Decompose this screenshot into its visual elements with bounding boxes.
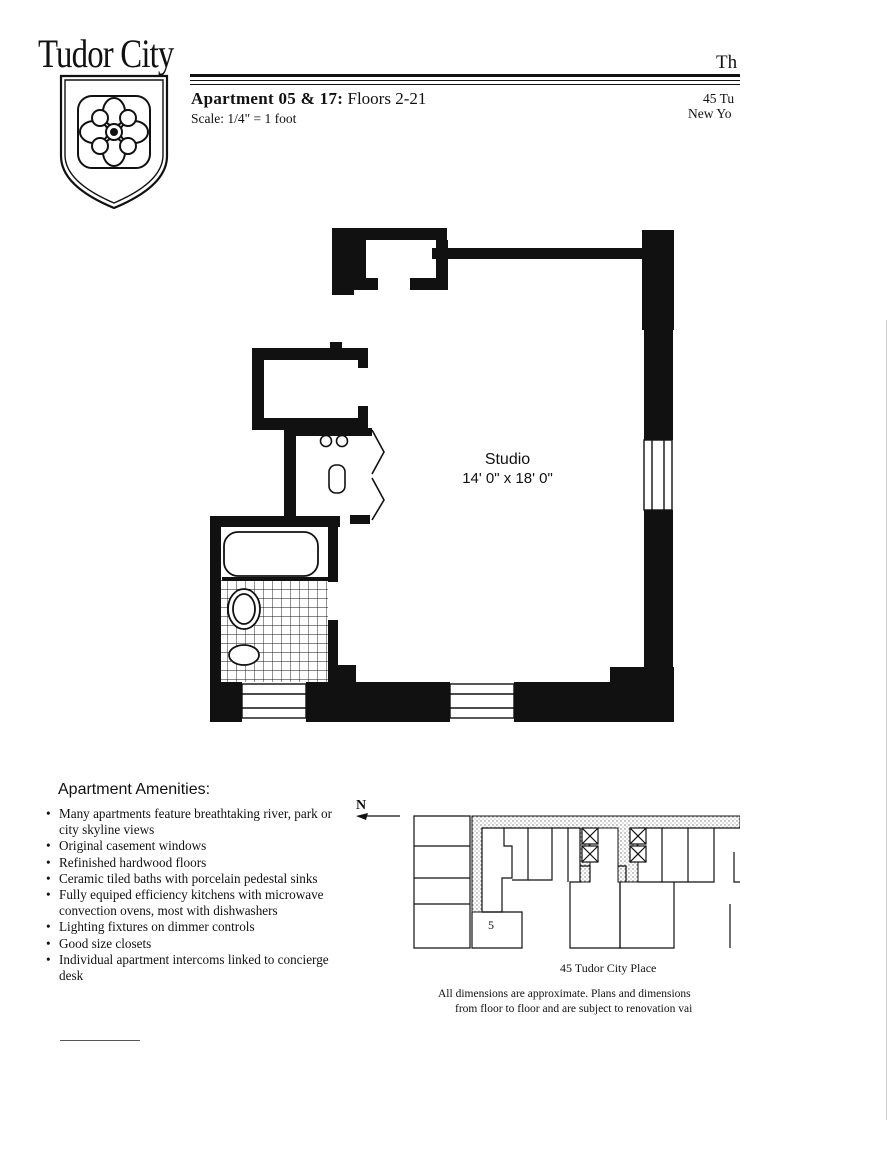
disclaimer-line-2: from floor to floor and are subject to renovation vai	[455, 1003, 693, 1015]
north-arrow-icon	[352, 812, 402, 824]
north-label: N	[356, 798, 367, 813]
building-number: 5	[488, 918, 494, 932]
list-item: • Original casement windows	[44, 838, 344, 854]
disclaimer-line-1: All dimensions are approximate. Plans and dimensions	[438, 988, 691, 1000]
apartment-floors: Floors 2-21	[347, 89, 427, 108]
site-plan-caption: 45 Tudor City Place	[560, 961, 657, 975]
room-dimensions: 14' 0" x 18' 0"	[462, 470, 553, 487]
list-item: • Individual apartment intercoms linked to concierge desk	[44, 952, 344, 984]
rose-crest-icon	[56, 74, 172, 212]
header-rule	[190, 74, 740, 77]
scale-note: Scale: 1/4" = 1 foot	[191, 111, 297, 126]
footer-rule	[60, 1040, 140, 1041]
header-rule-thin	[190, 84, 740, 85]
amenities-title: Apartment Amenities:	[58, 781, 211, 798]
address-line-1: 45 Tu	[703, 91, 735, 106]
list-item: • Good size closets	[44, 936, 344, 952]
apartment-title	[191, 89, 426, 109]
kitchen-fixtures	[321, 430, 385, 520]
brand-logo-text: Tudor City	[38, 31, 174, 76]
header-rule-thin	[190, 80, 740, 81]
site-plan	[412, 812, 740, 954]
list-item: • Many apartments feature breathtaking river, park or city skyline views	[44, 806, 344, 838]
brand-right-text: Th	[716, 52, 738, 73]
list-item: • Fully equiped efficiency kitchens with microwave convection ovens, most with dishwashers	[44, 887, 344, 919]
page-edge	[886, 320, 887, 1120]
room-name: Studio	[484, 451, 531, 468]
list-item: • Lighting fixtures on dimmer controls	[44, 919, 344, 935]
amenities-list	[44, 806, 344, 984]
list-item: • Refinished hardwood floors	[44, 855, 344, 871]
list-item: • Ceramic tiled baths with porcelain pedestal sinks	[44, 871, 344, 887]
apartment-number: Apartment 05 & 17:	[191, 89, 344, 108]
address-line-2: New Yo	[688, 106, 732, 121]
